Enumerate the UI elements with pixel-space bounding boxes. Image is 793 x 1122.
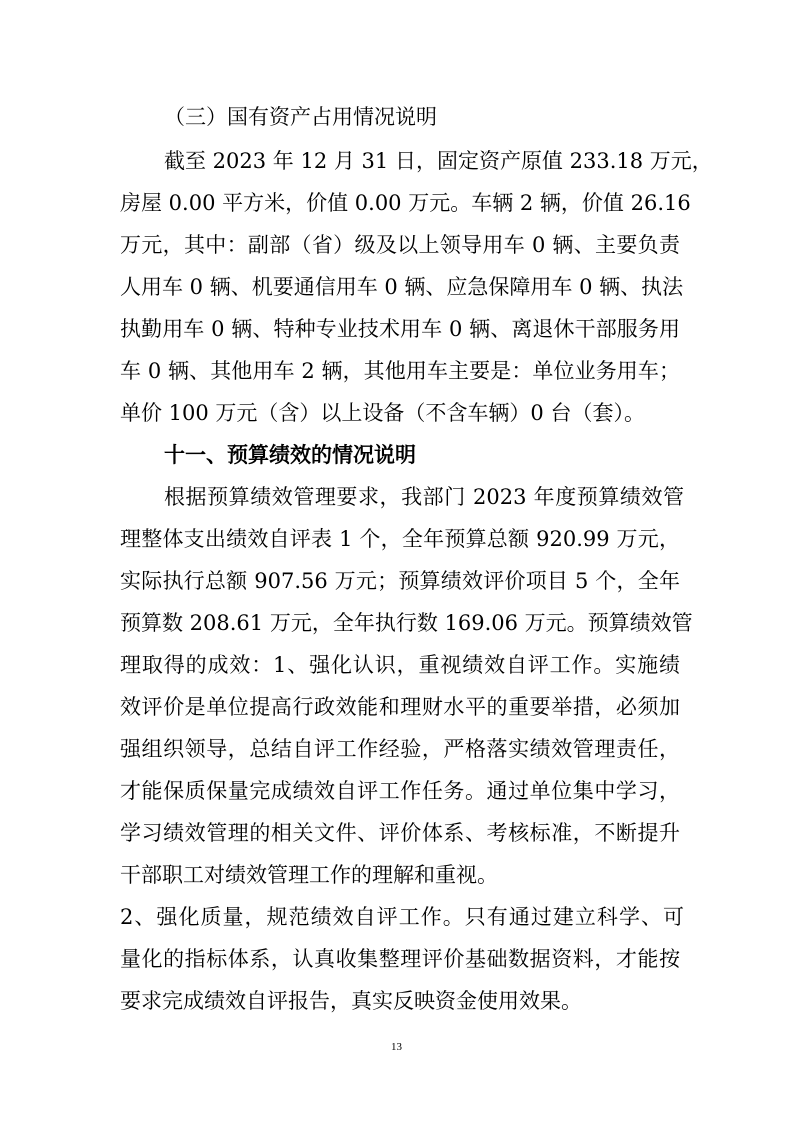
performance-section-heading: 十一、预算绩效的情况说明 xyxy=(164,443,416,467)
performance-paragraph-line: 根据预算绩效管理要求，我部门 2023 年度预算绩效管 xyxy=(164,485,684,509)
assets-paragraph-line: 单价 100 万元（含）以上设备（不含车辆）0 台（套）。 xyxy=(120,401,645,425)
performance-paragraph-line: 预算数 208.61 万元，全年执行数 169.06 万元。预算绩效管 xyxy=(120,611,693,635)
item-2-paragraph-line: 要求完成绩效自评报告，真实反映资金使用效果。 xyxy=(120,989,582,1013)
performance-paragraph-line: 效评价是单位提高行政效能和理财水平的重要举措，必须加 xyxy=(120,695,680,719)
assets-paragraph-line: 执勤用车 0 辆、特种专业技术用车 0 辆、离退休干部服务用 xyxy=(120,317,680,341)
item-2-paragraph-line: 量化的指标体系，认真收集整理评价基础数据资料，才能按 xyxy=(120,947,680,971)
performance-paragraph-line: 实际执行总额 907.56 万元；预算绩效评价项目 5 个，全年 xyxy=(120,569,680,593)
performance-paragraph-line: 理取得的成效：1、强化认识，重视绩效自评工作。实施绩 xyxy=(120,653,680,677)
assets-paragraph-line: 万元，其中：副部（省）级及以上领导用车 0 辆、主要负责 xyxy=(120,233,680,257)
assets-paragraph-line: 截至 2023 年 12 月 31 日，固定资产原值 233.18 万元， xyxy=(164,149,713,173)
performance-paragraph-line: 学习绩效管理的相关文件、评价体系、考核标准，不断提升 xyxy=(120,821,680,845)
item-2-paragraph-line: 2、强化质量，规范绩效自评工作。只有通过建立科学、可 xyxy=(120,905,684,929)
page-number: 13 xyxy=(391,1041,402,1053)
performance-paragraph-line: 干部职工对绩效管理工作的理解和重视。 xyxy=(120,863,498,887)
performance-paragraph-line: 才能保质保量完成绩效自评工作任务。通过单位集中学习， xyxy=(120,779,680,803)
assets-section-heading: （三）国有资产占用情况说明 xyxy=(164,105,437,129)
assets-paragraph-line: 房屋 0.00 平方米，价值 0.00 万元。车辆 2 辆，价值 26.16 xyxy=(120,191,691,215)
assets-paragraph-line: 车 0 辆、其他用车 2 辆，其他用车主要是：单位业务用车； xyxy=(120,359,680,383)
performance-paragraph-line: 理整体支出绩效自评表 1 个，全年预算总额 920.99 万元， xyxy=(120,527,680,551)
assets-paragraph-line: 人用车 0 辆、机要通信用车 0 辆、应急保障用车 0 辆、执法 xyxy=(120,275,684,299)
performance-paragraph-line: 强组织领导，总结自评工作经验，严格落实绩效管理责任， xyxy=(120,737,680,761)
